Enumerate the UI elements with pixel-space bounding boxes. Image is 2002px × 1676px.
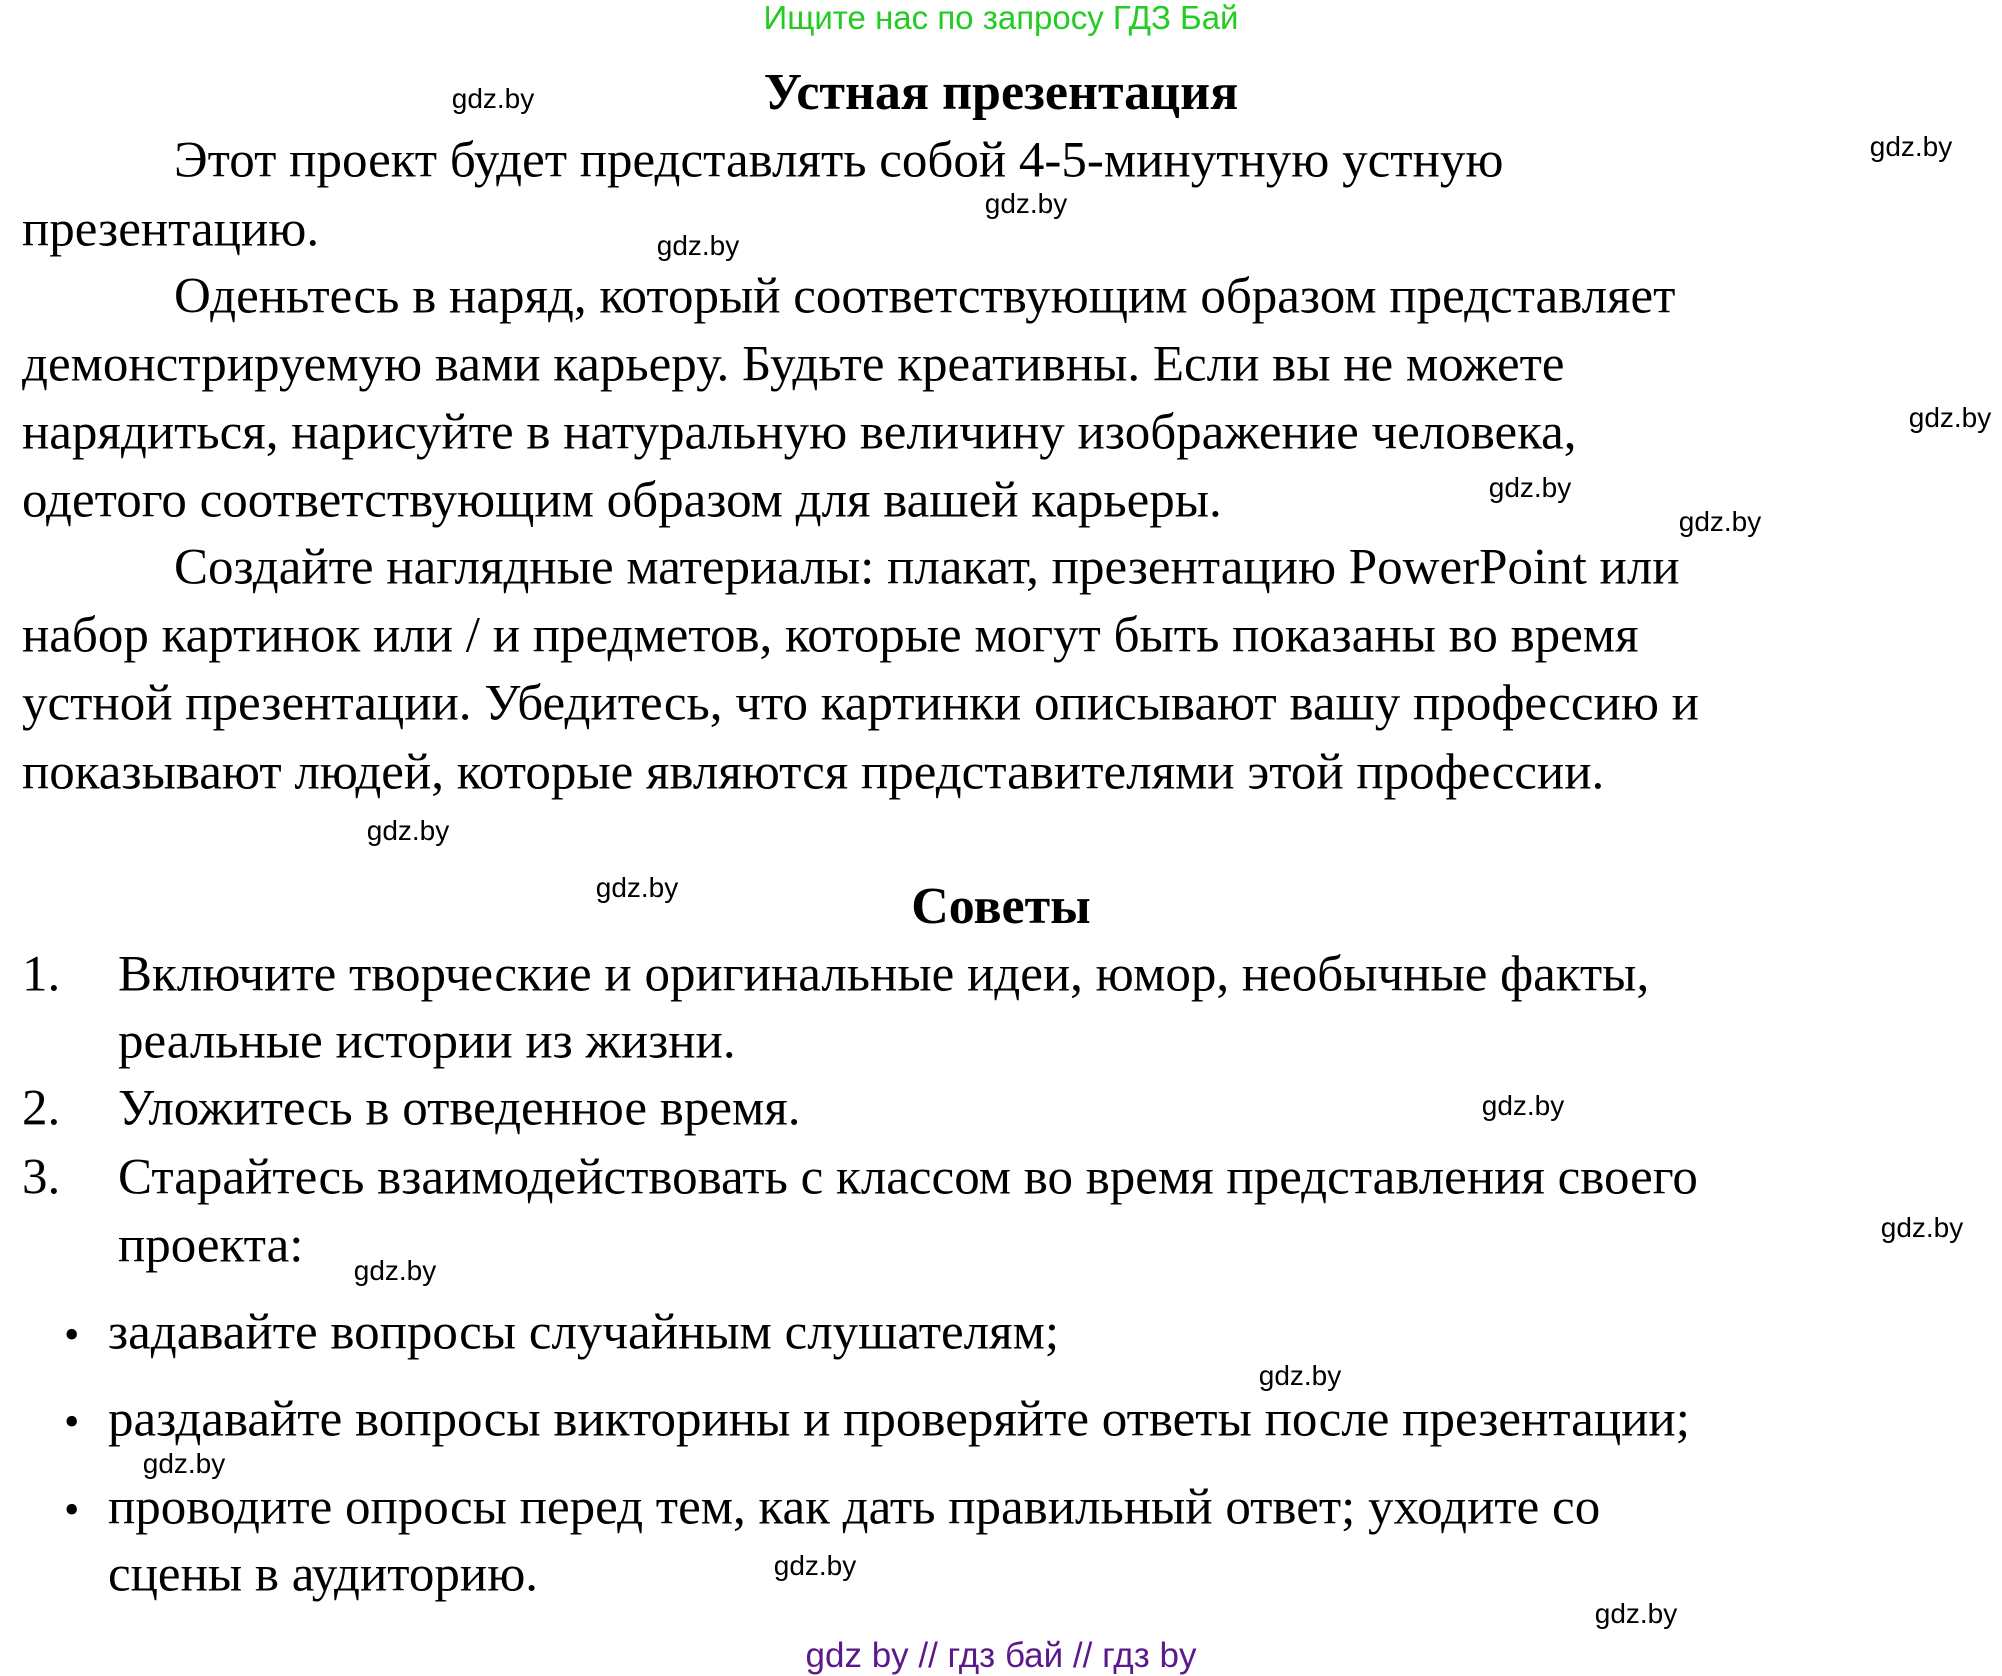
paragraph-line: набор картинок или / и предметов, которые могут быть показаны во время: [22, 607, 1639, 664]
bullet-icon: •: [64, 1310, 80, 1359]
bullet-line: проводите опросы перед тем, как дать правильный ответ; уходите со: [108, 1479, 1601, 1536]
watermark: gdz.by: [1678, 506, 1762, 537]
paragraph-line: презентацию.: [22, 201, 320, 258]
watermark: gdz.by: [142, 1448, 226, 1479]
bullet-line: задавайте вопросы случайным слушателям;: [108, 1304, 1060, 1361]
tip-line: проекта:: [118, 1217, 304, 1274]
tips-heading: Советы: [911, 878, 1091, 935]
watermark: gdz.by: [1880, 1212, 1964, 1243]
tip-number: 1.: [22, 946, 61, 1003]
paragraph-line: устной презентации. Убедитесь, что картинки описывают вашу профессию и: [22, 675, 1699, 732]
paragraph-line: одетого соответствующим образом для вашей карьеры.: [22, 472, 1222, 529]
bullet-icon: •: [64, 1397, 80, 1446]
paragraph-line: Этот проект будет представлять собой 4-5-минутную устную: [174, 132, 1504, 189]
watermark: gdz.by: [353, 1255, 437, 1286]
tip-line: Уложитесь в отведенное время.: [118, 1080, 801, 1137]
watermark: gdz.by: [656, 230, 740, 261]
tip-number: 3.: [22, 1149, 61, 1206]
watermark: gdz.by: [366, 815, 450, 846]
watermark: gdz.by: [1908, 402, 1992, 433]
page-title: Устная презентация: [763, 64, 1239, 121]
paragraph-line: демонстрируемую вами карьеру. Будьте креативны. Если вы не можете: [22, 336, 1565, 393]
watermark: gdz.by: [595, 872, 679, 903]
footer-links[interactable]: gdz by // гдз бай // гдз by: [805, 1636, 1197, 1675]
watermark: gdz.by: [451, 83, 535, 114]
paragraph-line: Создайте наглядные материалы: плакат, презентацию PowerPoint или: [174, 539, 1680, 596]
watermark: gdz.by: [1869, 131, 1953, 162]
header-ad-link[interactable]: Ищите нас по запросу ГДЗ Бай: [763, 0, 1239, 36]
paragraph-line: нарядиться, нарисуйте в натуральную величину изображение человека,: [22, 404, 1577, 461]
tip-line: реальные истории из жизни.: [118, 1013, 736, 1070]
watermark: gdz.by: [1258, 1360, 1342, 1391]
watermark: gdz.by: [1481, 1090, 1565, 1121]
bullet-icon: •: [64, 1485, 80, 1534]
tip-line: Включите творческие и оригинальные идеи, юмор, необычные факты,: [118, 946, 1650, 1003]
watermark: gdz.by: [1488, 472, 1572, 503]
bullet-line: раздавайте вопросы викторины и проверяйте ответы после презентации;: [108, 1391, 1690, 1448]
bullet-line: сцены в аудиторию.: [108, 1546, 539, 1603]
watermark: gdz.by: [773, 1550, 857, 1581]
tip-line: Старайтесь взаимодействовать с классом во время представления своего: [118, 1149, 1698, 1206]
watermark: gdz.by: [1594, 1598, 1678, 1629]
paragraph-line: показывают людей, которые являются представителями этой профессии.: [22, 744, 1605, 801]
watermark: gdz.by: [984, 188, 1068, 219]
paragraph-line: Оденьтесь в наряд, который соответствующим образом представляет: [174, 268, 1676, 325]
tip-number: 2.: [22, 1080, 61, 1137]
